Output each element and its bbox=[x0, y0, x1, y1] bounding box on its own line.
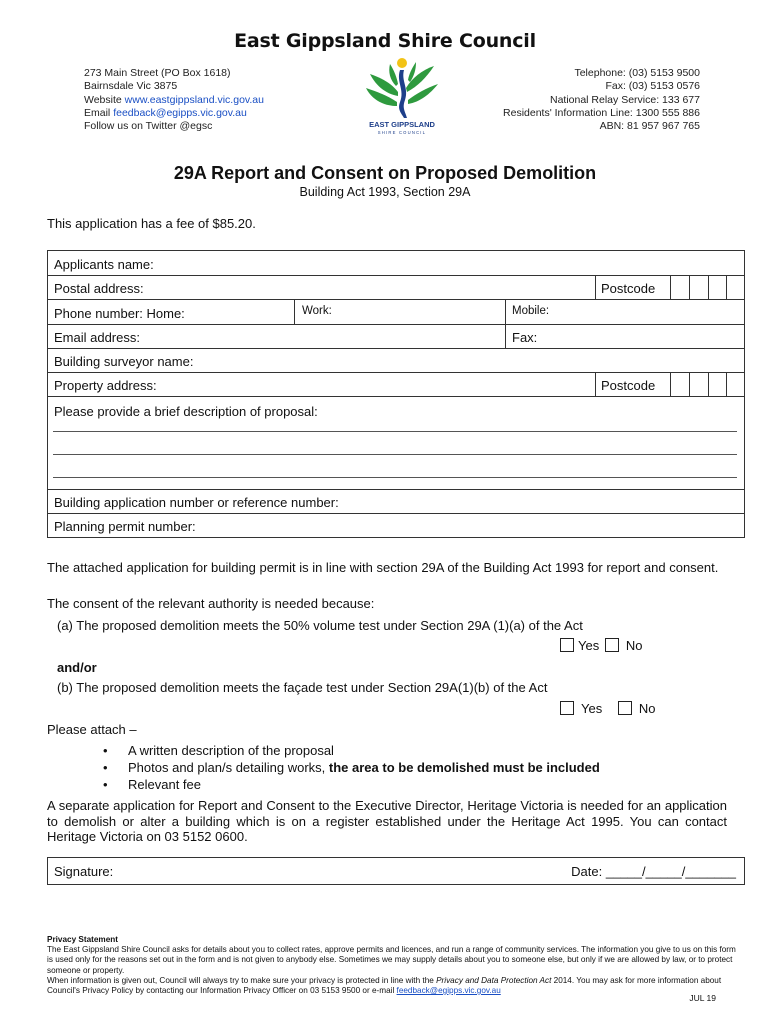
divider bbox=[595, 373, 596, 396]
signature-field[interactable]: Signature: bbox=[54, 864, 114, 879]
surveyor-name-field[interactable]: Building surveyor name: bbox=[54, 354, 194, 369]
item-b: (b) The proposed demolition meets the façade test under Section 29A(1)(b) of the Act bbox=[57, 680, 548, 695]
telephone: Telephone: (03) 5153 9500 bbox=[574, 67, 700, 79]
postcode-box-divider bbox=[708, 276, 709, 299]
property-postcode-label: Postcode bbox=[601, 378, 656, 393]
date-field[interactable]: Date: _____/_____/_______ bbox=[571, 864, 736, 879]
attach-heading: Please attach – bbox=[47, 722, 137, 737]
fee-notice: This application has a fee of $85.20. bbox=[47, 216, 256, 231]
page-title: 29A Report and Consent on Proposed Demolition bbox=[173, 163, 597, 183]
no-b-checkbox[interactable] bbox=[618, 701, 632, 715]
row-applicants-name bbox=[48, 251, 744, 276]
privacy-statement bbox=[47, 935, 737, 996]
phone-work-field[interactable]: Work: bbox=[302, 305, 332, 317]
building-application-number-field[interactable]: Building application number or reference number: bbox=[54, 495, 339, 510]
yes-a-checkbox[interactable] bbox=[560, 638, 574, 652]
attach-photos-text: Photos and plan/s detailing works, bbox=[128, 760, 329, 775]
row-surveyor bbox=[48, 349, 744, 373]
postcode-box-divider bbox=[708, 373, 709, 396]
para-in-line: The attached application for building permit is in line with section 29A of the Building Act 1993 for report and consent. bbox=[47, 560, 719, 575]
privacy-heading: Privacy Statement bbox=[47, 935, 118, 944]
description-line[interactable] bbox=[53, 431, 737, 432]
page-subtitle: Building Act 1993, Section 29A bbox=[299, 185, 471, 199]
council-logo-icon bbox=[360, 56, 444, 136]
website-label: Website bbox=[84, 93, 125, 106]
divider bbox=[505, 325, 506, 348]
item-b-options bbox=[560, 701, 655, 716]
no-a-checkbox[interactable] bbox=[605, 638, 619, 652]
email-line bbox=[84, 107, 264, 120]
row-description bbox=[48, 397, 744, 490]
website-link[interactable]: www.eastgippsland.vic.gov.au bbox=[124, 93, 264, 106]
fax-field[interactable]: Fax: bbox=[512, 330, 538, 345]
divider bbox=[595, 276, 596, 299]
description-line[interactable] bbox=[53, 454, 737, 455]
twitter-line: Follow us on Twitter @egsc bbox=[84, 120, 213, 133]
para-consent-needed: The consent of the relevant authority is needed because: bbox=[47, 596, 375, 611]
postcode-label: Postcode bbox=[601, 281, 656, 296]
postal-address-field[interactable]: Postal address: bbox=[54, 281, 144, 296]
privacy-email-link[interactable]: feedback@egipps.vic.gov.au bbox=[396, 986, 501, 996]
email-link[interactable]: feedback@egipps.vic.gov.au bbox=[113, 106, 247, 119]
row-email bbox=[48, 325, 744, 349]
postcode-box-divider bbox=[670, 373, 671, 396]
row-building-app-number bbox=[48, 490, 744, 514]
row-postal-address bbox=[48, 276, 744, 300]
phone-home-field[interactable]: Phone number: Home: bbox=[54, 306, 185, 321]
item-a: (a) The proposed demolition meets the 50% volume test under Section 29A (1)(a) of the Act bbox=[57, 618, 583, 633]
attach-item-description: A written description of the proposal bbox=[128, 743, 334, 758]
residents-line: Residents' Information Line: 1300 555 886 bbox=[503, 106, 700, 119]
signature-box bbox=[47, 857, 745, 885]
row-property-address bbox=[48, 373, 744, 397]
relay-service: National Relay Service: 133 677 bbox=[549, 93, 700, 106]
website-line bbox=[84, 94, 264, 107]
council-contact-right bbox=[503, 67, 700, 133]
yes-a-label: Yes bbox=[578, 638, 600, 653]
version-label: JUL 19 bbox=[689, 993, 716, 1003]
council-contact-left bbox=[84, 67, 264, 133]
attach-item: • bbox=[103, 760, 108, 775]
privacy-text-2-post: 2014. You may ask for more information about Council's Privacy Policy by contacting our Information Privacy Officer on 03 5153 9500 or e-mail bbox=[47, 975, 722, 996]
privacy-text-1: The East Gippsland Shire Council asks for details about you to collect rates, approve permits and licences, and run a range of community services. The information you give to us on this form is used only for the reasons set out in the form and is not given to anybody else. Sometimes we may supply details about you to someone else, but only if we are allowed by law, or to protect someone or property. bbox=[47, 945, 736, 975]
town-line: Bairnsdale Vic 3875 bbox=[84, 80, 178, 93]
item-a-options bbox=[560, 638, 642, 653]
abn: ABN: 81 957 967 765 bbox=[599, 120, 700, 133]
row-planning-permit bbox=[48, 514, 744, 538]
postcode-box-divider bbox=[726, 276, 727, 299]
privacy-text-2-pre: When information is given out, Council will always try to make sure your privacy is protected in line with the bbox=[47, 975, 437, 985]
postcode-box-divider bbox=[689, 373, 690, 396]
phone-mobile-field[interactable]: Mobile: bbox=[512, 305, 550, 317]
applicants-name-field[interactable]: Applicants name: bbox=[54, 257, 154, 272]
email-label: Email bbox=[84, 106, 114, 119]
email-address-field[interactable]: Email address: bbox=[54, 330, 140, 345]
row-phone bbox=[48, 300, 744, 325]
planning-permit-field[interactable]: Planning permit number: bbox=[54, 519, 196, 534]
attach-item-photos bbox=[128, 760, 600, 775]
divider bbox=[505, 300, 506, 324]
yes-b-checkbox[interactable] bbox=[560, 701, 574, 715]
privacy-act-name: Privacy and Data Protection Act bbox=[436, 975, 552, 985]
privacy-text-2 bbox=[47, 976, 737, 996]
heritage-paragraph: A separate application for Report and Consent to the Executive Director, Heritage Victoria is needed for an application to demolish or alter a building which is on a register established under the Heritage Act 1995. You can contact Heritage Victoria on 03 5152 0600. bbox=[47, 798, 727, 844]
attach-photos-emphasis: the area to be demolished must be included bbox=[328, 760, 600, 775]
description-prompt: Please provide a brief description of proposal: bbox=[54, 404, 318, 419]
logo-text-line2: SHIRE COUNCIL bbox=[377, 130, 427, 135]
application-form bbox=[47, 250, 745, 538]
postcode-box-divider bbox=[670, 276, 671, 299]
no-a-label: No bbox=[625, 638, 643, 653]
logo-text-line1: EAST GIPPSLAND bbox=[369, 120, 435, 129]
and-or-label: and/or bbox=[57, 660, 97, 675]
fax-number: Fax: (03) 5153 0576 bbox=[605, 80, 700, 93]
no-b-label: No bbox=[638, 701, 656, 716]
attach-item-fee: Relevant fee bbox=[128, 777, 201, 792]
yes-b-label: Yes bbox=[581, 701, 603, 716]
property-address-field[interactable]: Property address: bbox=[54, 378, 157, 393]
council-name: East Gippsland Shire Council bbox=[234, 30, 536, 52]
divider bbox=[294, 300, 295, 324]
description-line[interactable] bbox=[53, 477, 737, 478]
attach-item: • bbox=[103, 743, 108, 758]
address-line: 273 Main Street (PO Box 1618) bbox=[84, 67, 231, 79]
attach-item: • bbox=[103, 777, 108, 792]
postcode-box-divider bbox=[726, 373, 727, 396]
postcode-box-divider bbox=[689, 276, 690, 299]
